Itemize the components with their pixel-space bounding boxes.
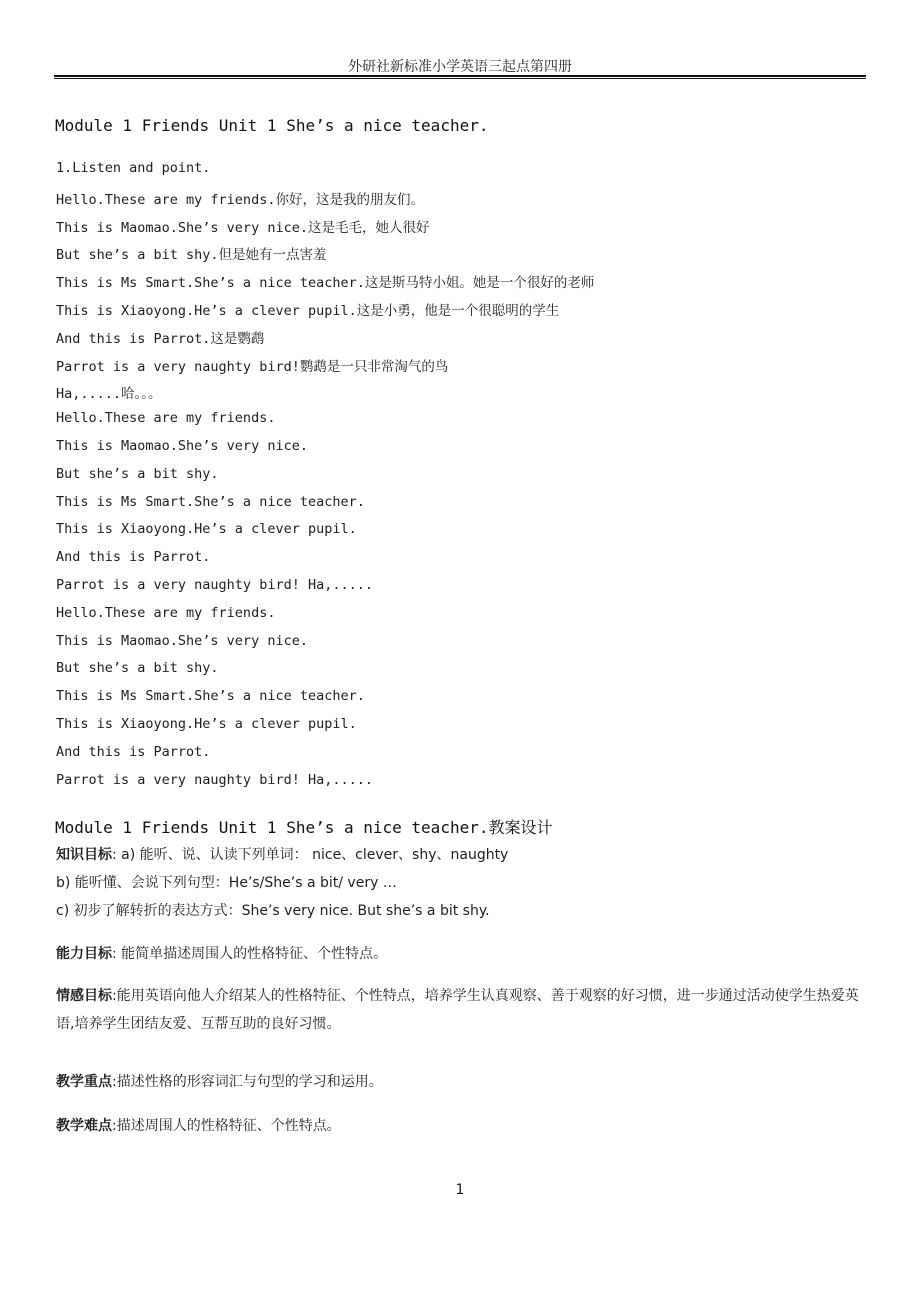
- knowledge-goal-c: c) 初步了解转折的表达方式：She’s very nice. But she’s a bit shy.: [56, 903, 490, 919]
- header-rule-thin: [54, 78, 866, 79]
- page-number: 1: [455, 1182, 465, 1198]
- knowledge-goal-label: 知识目标: [56, 847, 112, 863]
- dialogue-line: This is Maomao.She’s very nice.这是毛毛，她人很好: [56, 219, 430, 236]
- dialogue-line: But she’s a bit shy.但是她有一点害羞: [56, 247, 327, 264]
- dialogue-line: This is Ms Smart.She’s a nice teacher.: [56, 493, 365, 510]
- dialogue-line: Ha,.....哈。。。: [56, 386, 162, 403]
- dialogue-line: This is Xiaoyong.He’s a clever pupil.: [56, 521, 357, 538]
- ability-goal-text: : 能简单描述周围人的性格特征、个性特点。: [112, 946, 388, 962]
- dialogue-line: Parrot is a very naughty bird! Ha,.....: [56, 771, 373, 788]
- knowledge-goal-b: b) 能听懂、会说下列句型：He’s/She’s a bit/ very …: [56, 875, 397, 891]
- dialogue-line: Parrot is a very naughty bird!鹦鹉是一只非常淘气的鸟: [56, 358, 449, 375]
- dialogue-line: Parrot is a very naughty bird! Ha,.....: [56, 577, 373, 593]
- emotion-goal: [56, 982, 864, 1038]
- dialogue-line: This is Ms Smart.She’s a nice teacher.: [56, 688, 365, 705]
- dialogue-line: 1.Listen and point.: [56, 160, 211, 176]
- dialogue-line: Hello.These are my friends.你好，这是我的朋友们。: [56, 191, 424, 208]
- dialogue-line: And this is Parrot.这是鹦鹉: [56, 330, 265, 347]
- section1-title: Module 1 Friends Unit 1 She’s a nice teacher.: [55, 116, 489, 135]
- dialogue-line: This is Maomao.She’s very nice.: [56, 632, 308, 649]
- teaching-key-text: :描述性格的形容词汇与句型的学习和运用。: [112, 1074, 383, 1090]
- dialogue-line: This is Xiaoyong.He’s a clever pupil.: [56, 716, 357, 732]
- dialogue-line: But she’s a bit shy.: [56, 465, 219, 482]
- dialogue-line: This is Ms Smart.She’s a nice teacher.这是斯马特小姐。她是一个很好的老师: [56, 275, 595, 292]
- header-rule: [54, 75, 866, 77]
- dialogue-line: But she’s a bit shy.: [56, 660, 219, 677]
- knowledge-goal-a-text: : a) 能听、说、认读下列单词： nice、clever、shy、naughty: [112, 847, 509, 863]
- emotion-goal-label: 情感目标: [56, 988, 112, 1004]
- teaching-key-label: 教学重点: [56, 1074, 112, 1090]
- teaching-difficulty-text: :描述周围人的性格特征、个性特点。: [112, 1118, 341, 1134]
- teaching-difficulty: [56, 1115, 341, 1135]
- page-header-title: 外研社新标准小学英语三起点第四册: [348, 59, 572, 75]
- section2-title: Module 1 Friends Unit 1 She’s a nice teacher.教案设计: [55, 818, 553, 837]
- emotion-goal-text: :能用英语向他人介绍某人的性格特征、个性特点，培养学生认真观察、善于观察的好习惯，进一步通过活动使学生热爱英语,培养学生团结友爱、互帮互助的良好习惯。: [56, 988, 859, 1032]
- dialogue-line: This is Maomao.She’s very nice.: [56, 438, 308, 454]
- dialogue-line: Hello.These are my friends.: [56, 604, 276, 621]
- teaching-difficulty-label: 教学难点: [56, 1118, 112, 1134]
- teaching-key-point: [56, 1071, 383, 1091]
- dialogue-line: Hello.These are my friends.: [56, 410, 276, 427]
- ability-goal-label: 能力目标: [56, 946, 112, 962]
- dialogue-line: And this is Parrot.: [56, 743, 211, 760]
- dialogue-line: And this is Parrot.: [56, 549, 211, 566]
- knowledge-goal-a: [56, 844, 508, 864]
- ability-goal: [56, 943, 387, 963]
- dialogue-line: This is Xiaoyong.He’s a clever pupil.这是小勇，他是一个很聪明的学生: [56, 303, 560, 319]
